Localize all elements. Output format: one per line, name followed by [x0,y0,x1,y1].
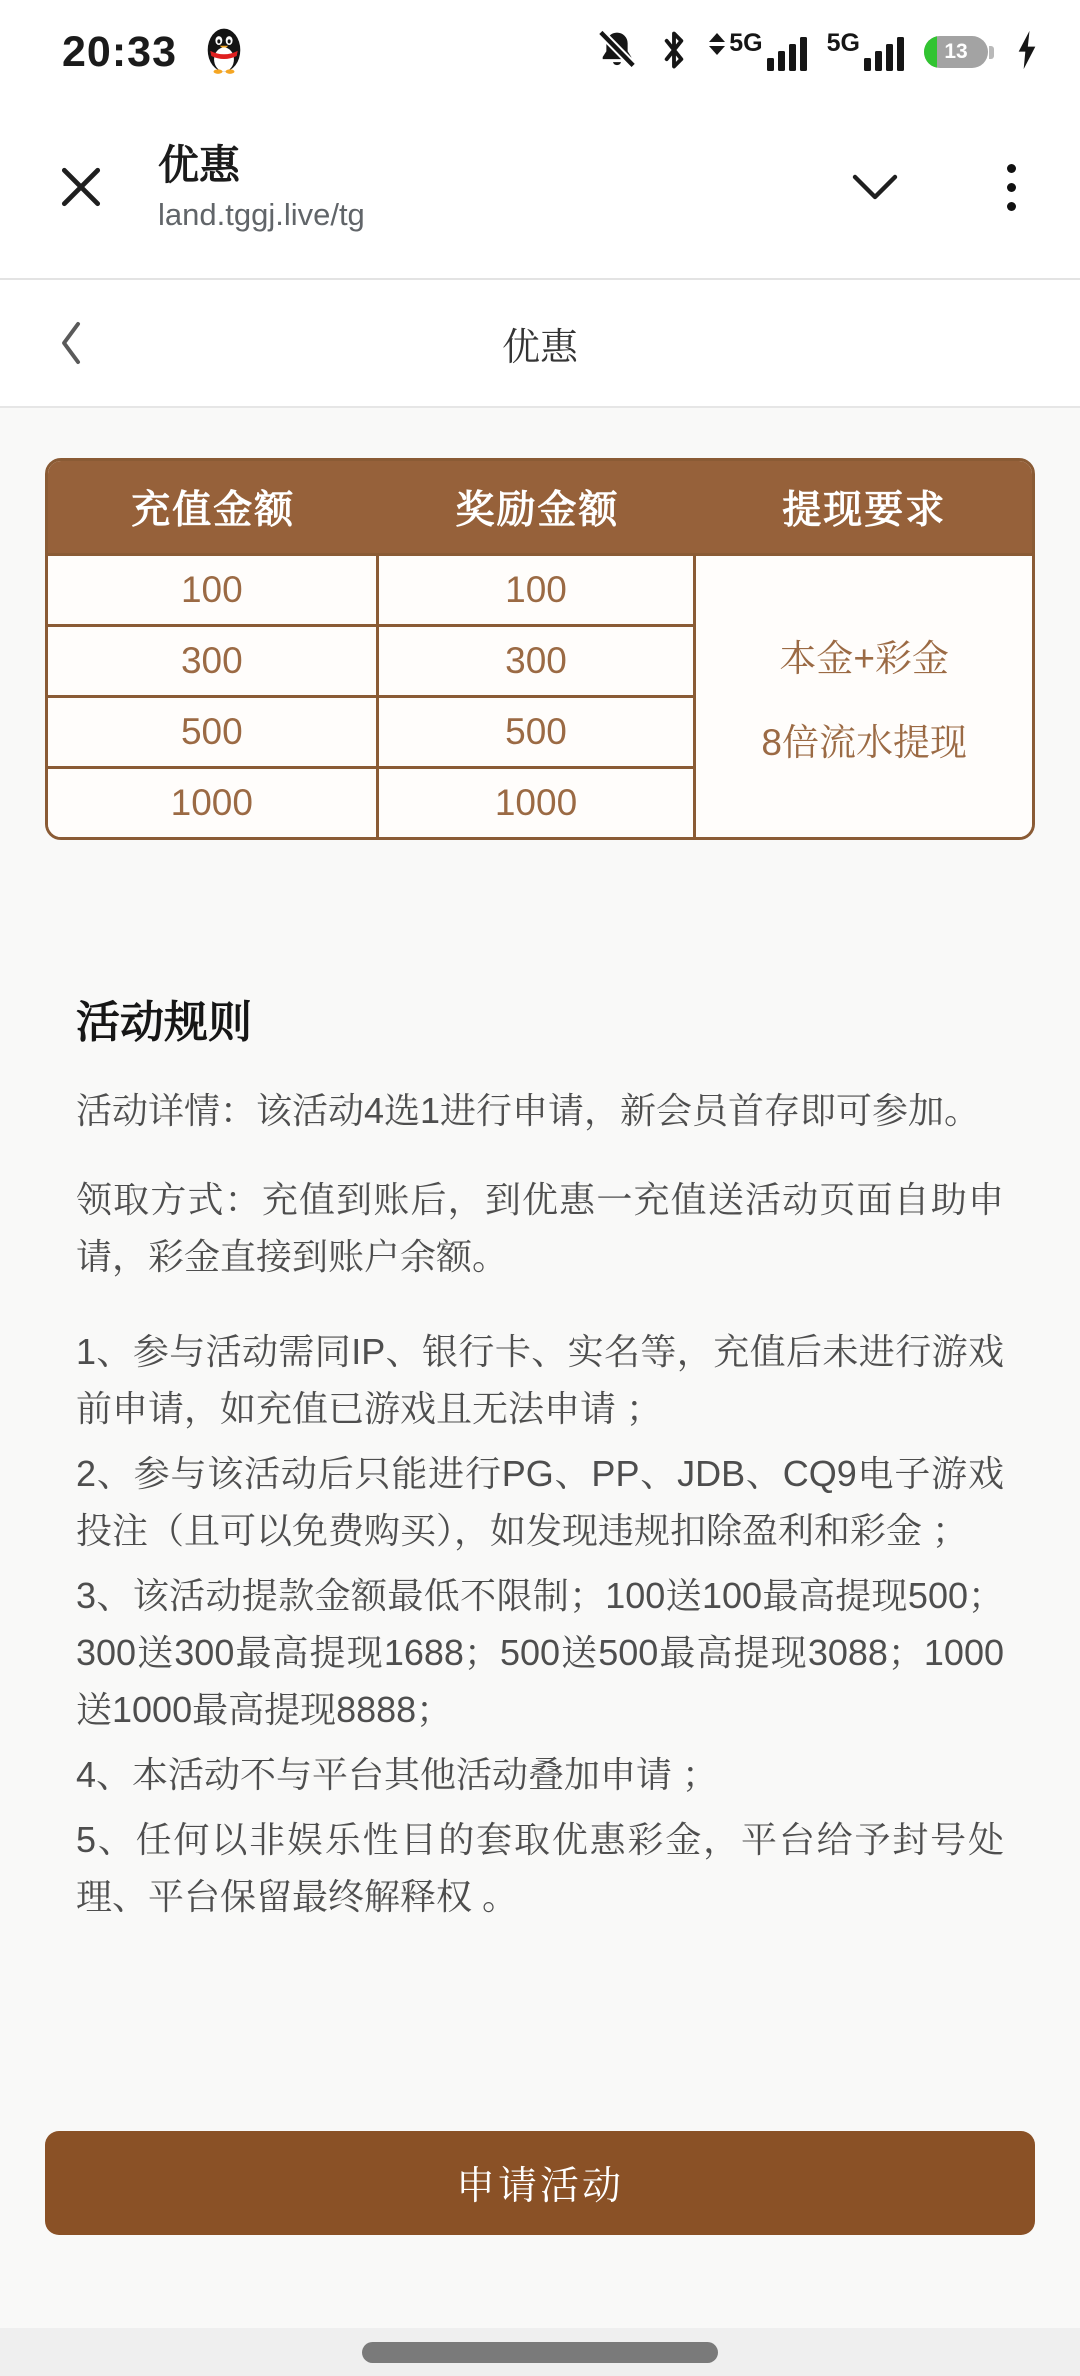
reward-amount-cell: 500 [379,695,697,766]
status-bar-right [595,28,1040,77]
requirement-line: 本金+彩金 [779,637,949,679]
browser-page-title: 优惠 [158,142,240,189]
status-bar-left [62,26,245,79]
collapse-chevron-button[interactable] [849,167,901,207]
rules-heading: 活动规则 [76,998,252,1047]
signal-bars-icon [767,33,807,73]
page-header [0,280,1080,408]
battery-icon [924,36,988,68]
network-type-label: 5G [729,29,763,57]
status-bar [0,0,1080,90]
battery-level-fill [924,36,937,68]
recharge-amount-cell: 1000 [48,766,379,837]
network-type-label: 5G [826,29,860,57]
back-button[interactable] [46,313,96,373]
promo-table [45,458,1035,840]
rule-item: 3、该活动提款金额最低不限制；100送100最高提现500；300送300最高提现1688；500送500最高提现3088；1000送1000最高提现8888； [76,1575,1004,1730]
mobile-signal-2 [827,31,904,73]
page-content [0,408,1080,2328]
rule-item: 1、参与活动需同IP、银行卡、实名等，充值后未进行游戏前申请，如充值已游戏且无法申请 ； [76,1331,1004,1429]
close-button[interactable] [52,158,110,216]
overflow-menu-button[interactable] [1007,164,1016,211]
column-header-recharge: 充值金额 [131,489,296,532]
column-header-withdraw: 提现要求 [782,489,947,532]
browser-toolbar [0,90,1080,280]
browser-actions [849,164,1016,211]
rules-intro-detail: 活动详情：该活动4选1进行申请，新会员首存即可参加。 [76,1090,981,1131]
three-dots-icon [1007,164,1016,211]
browser-title-block [158,142,849,231]
rule-item: 2、参与该活动后只能进行PG、PP、JDB、CQ9电子游戏投注（且可以免费购买），如发现违规扣除盈利和彩金 ； [76,1453,1004,1551]
battery-percent: 13 [944,40,968,63]
browser-url[interactable]: land.tggj.live/tg [158,196,365,232]
rule-item: 5、任何以非娱乐性目的套取优惠彩金，平台给予封号处理、平台保留最终解释权 。 [76,1819,1004,1917]
recharge-amount-cell: 100 [48,553,379,624]
apply-activity-button[interactable]: 申请活动 [45,2131,1035,2235]
clock: 20:33 [62,27,177,76]
rules-intro-claim: 领取方式：充值到账后，到优惠一充值送活动页面自助申请，彩金直接到账户余额。 [76,1179,1004,1277]
battery-indicator [924,36,994,68]
requirement-line: 8倍流水提现 [761,721,967,763]
recharge-amount-cell: 300 [48,624,379,695]
gesture-nav-bar [0,2328,1080,2376]
signal-bars-icon [864,33,904,73]
recharge-amount-cell: 500 [48,695,379,766]
charging-bolt-icon [1014,30,1040,75]
bluetooth-icon [659,28,689,77]
page-title: 优惠 [501,326,578,369]
reward-amount-cell: 100 [379,553,697,624]
promo-table-body [48,553,1032,837]
column-header-reward: 奖励金额 [455,489,620,532]
rules-list [76,1323,1004,1925]
qq-penguin-notification-icon [203,26,245,79]
gesture-handle[interactable] [362,2342,718,2363]
data-activity-arrows-icon [709,31,725,55]
withdraw-requirement-cell [696,553,1032,837]
rule-item: 4、本活动不与平台其他活动叠加申请 ； [76,1754,719,1795]
promo-table-header [48,461,1032,553]
notifications-off-icon [595,28,639,77]
reward-amount-cell: 300 [379,624,697,695]
mobile-signal-1 [709,31,806,73]
reward-amount-cell: 1000 [379,766,697,837]
